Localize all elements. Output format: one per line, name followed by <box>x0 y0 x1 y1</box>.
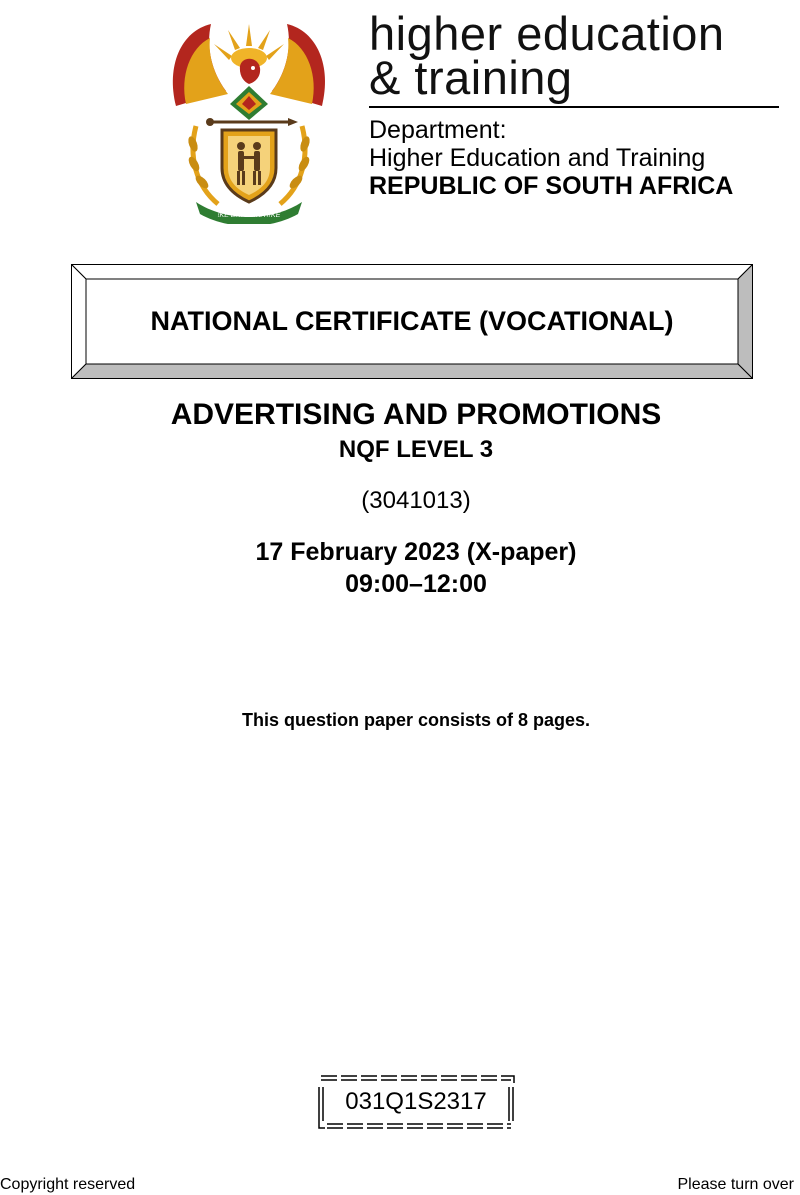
certificate-title: NATIONAL CERTIFICATE (VOCATIONAL) <box>150 306 674 336</box>
coat-of-arms-logo <box>166 16 332 224</box>
department-label: Department: <box>369 116 507 144</box>
subject-title: ADVERTISING AND PROMOTIONS <box>170 398 662 431</box>
paper-code: 031Q1S2317 <box>345 1088 487 1115</box>
turn-over-notice: Please turn over <box>677 1176 794 1193</box>
nqf-level: NQF LEVEL 3 <box>338 436 494 463</box>
exam-date: 17 February 2023 (X-paper) <box>255 538 577 566</box>
exam-time: 09:00–12:00 <box>345 570 487 598</box>
page-count-note: This question paper consists of 8 pages. <box>241 710 591 730</box>
brand-title-line2: & training <box>369 51 573 104</box>
department-branding <box>369 7 789 200</box>
svg-text:!KE E: /XARRA //KE: !KE E: /XARRA //KE <box>217 212 281 219</box>
department-name: Higher Education and Training <box>369 144 706 172</box>
country-name: REPUBLIC OF SOUTH AFRICA <box>369 172 734 200</box>
brand-title-line1: higher education <box>369 7 725 60</box>
subject-code: (3041013) <box>361 487 471 514</box>
copyright-notice: Copyright reserved <box>0 1176 136 1193</box>
brand-divider <box>369 106 779 108</box>
